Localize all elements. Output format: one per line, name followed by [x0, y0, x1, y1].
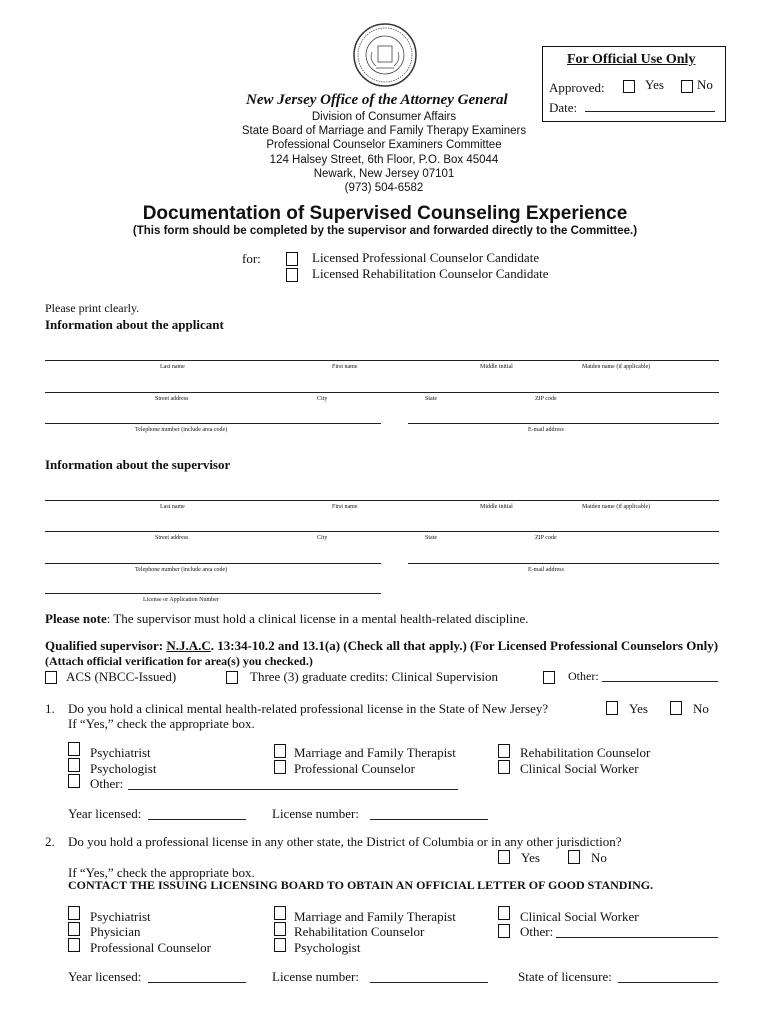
- q2-number: 2.: [45, 834, 55, 849]
- q2-yes-checkbox[interactable]: [498, 850, 510, 864]
- approved-yes-checkbox[interactable]: [623, 80, 635, 93]
- supervisor-phone-line[interactable]: [45, 563, 381, 564]
- q2-psychologist-checkbox[interactable]: [274, 938, 286, 952]
- q1-mft-checkbox[interactable]: [274, 744, 286, 758]
- caption: City: [317, 396, 328, 402]
- q2-mft-label: Marriage and Family Therapist: [294, 909, 456, 924]
- grad-credits-checkbox[interactable]: [226, 671, 238, 684]
- q2-other-label: Other:: [520, 924, 554, 939]
- qualified-heading-b: . 13:34-10.2 and 13.1(a) (Check all that apply.) (For Licensed Professional Counselors Only): [210, 638, 719, 653]
- qualified-attach-note: (Attach official verification for area(s) you checked.): [45, 654, 313, 668]
- header-line: State Board of Marriage and Family Therapy Examiners: [241, 125, 527, 138]
- header-line: (973) 504-6582: [344, 182, 424, 195]
- q1-no-label: No: [693, 701, 709, 716]
- applicant-email-line[interactable]: [408, 423, 719, 424]
- header-address: [198, 110, 570, 195]
- supervisor-note: [45, 611, 529, 627]
- q2-csw-checkbox[interactable]: [498, 906, 510, 920]
- lrc-candidate-checkbox[interactable]: [286, 268, 298, 282]
- caption: Middle initial: [480, 504, 513, 510]
- approved-label: Approved:: [549, 80, 605, 95]
- q1-text: Do you hold a clinical mental health-related professional license in the State of New Jersey?: [68, 701, 549, 716]
- q1-rc-checkbox[interactable]: [498, 744, 510, 758]
- q2-mft-checkbox[interactable]: [274, 906, 286, 920]
- q1-year-field[interactable]: [148, 819, 246, 820]
- q2-state-field[interactable]: [618, 982, 718, 983]
- grad-credits-label: Three (3) graduate credits: Clinical Supervision: [250, 669, 499, 684]
- q2-year-field[interactable]: [148, 982, 246, 983]
- q1-csw-label: Clinical Social Worker: [520, 761, 639, 776]
- print-clearly-note: Please print clearly.: [45, 301, 140, 315]
- q1-other-field[interactable]: [128, 789, 458, 790]
- qualified-other-field[interactable]: [602, 681, 718, 682]
- supervisor-email-line[interactable]: [408, 563, 719, 564]
- approved-no-checkbox[interactable]: [681, 80, 693, 93]
- caption: Last name: [160, 504, 185, 510]
- q1-yes-checkbox[interactable]: [606, 701, 618, 715]
- q1-pc-checkbox[interactable]: [274, 760, 286, 774]
- q2-psychiatrist-label: Psychiatrist: [90, 909, 151, 924]
- q2-pc-checkbox[interactable]: [68, 938, 80, 952]
- q1-mft-label: Marriage and Family Therapist: [294, 745, 456, 760]
- q2-license-field[interactable]: [370, 982, 488, 983]
- q2-psychiatrist-checkbox[interactable]: [68, 906, 80, 920]
- note-bold: Please note: [45, 611, 107, 626]
- q1-if-yes: If “Yes,” check the appropriate box.: [68, 716, 255, 731]
- q2-year-label: Year licensed:: [68, 969, 142, 984]
- q2-rc-checkbox[interactable]: [274, 922, 286, 936]
- q1-no-checkbox[interactable]: [670, 701, 682, 715]
- q1-psychologist-checkbox[interactable]: [68, 758, 80, 772]
- qualified-heading-a: Qualified supervisor:: [45, 638, 167, 653]
- q2-contact-note: CONTACT THE ISSUING LICENSING BOARD TO OBTAIN AN OFFICIAL LETTER OF GOOD STANDING.: [68, 878, 654, 892]
- qualified-other-checkbox[interactable]: [543, 671, 555, 684]
- q2-license-label: License number:: [272, 969, 359, 984]
- njac-link: N.J.A.C: [166, 638, 211, 653]
- caption: Maiden name (if applicable): [582, 364, 651, 370]
- note-text: : The supervisor must hold a clinical license in a mental health-related discipline.: [106, 611, 529, 626]
- caption: E-mail address: [528, 427, 564, 433]
- approved-no-label: No: [697, 77, 713, 92]
- q1-psychiatrist-checkbox[interactable]: [68, 742, 80, 756]
- date-field[interactable]: [585, 111, 715, 112]
- q1-year-label: Year licensed:: [68, 806, 142, 821]
- q1-license-field[interactable]: [370, 819, 488, 820]
- q2-if-yes: If “Yes,” check the appropriate box.: [68, 865, 255, 880]
- state-seal: [352, 22, 418, 88]
- supervisor-address-line[interactable]: [45, 531, 719, 532]
- q1-pc-label: Professional Counselor: [294, 761, 415, 776]
- applicant-phone-line[interactable]: [45, 423, 381, 424]
- applicant-heading: Information about the applicant: [45, 317, 224, 332]
- caption: First name: [332, 504, 358, 510]
- qualified-heading: [45, 638, 718, 654]
- supervisor-license-line[interactable]: [45, 593, 381, 594]
- q1-other-checkbox[interactable]: [68, 774, 80, 788]
- q2-physician-checkbox[interactable]: [68, 922, 80, 936]
- caption: Last name: [160, 364, 185, 370]
- caption: ZIP code: [535, 535, 557, 541]
- q2-rc-label: Rehabilitation Counselor: [294, 924, 425, 939]
- caption: Maiden name (if applicable): [582, 504, 651, 510]
- q2-no-label: No: [591, 850, 607, 865]
- q2-pc-label: Professional Counselor: [90, 940, 211, 955]
- q1-other-label: Other:: [90, 776, 124, 791]
- for-label: for:: [242, 251, 261, 266]
- approved-yes-label: Yes: [645, 77, 664, 92]
- caption: Street address: [155, 396, 189, 402]
- caption: ZIP code: [535, 396, 557, 402]
- lrc-candidate-label: Licensed Rehabilitation Counselor Candidate: [312, 266, 549, 281]
- header-line: 124 Halsey Street, 6th Floor, P.O. Box 45044: [269, 153, 499, 166]
- q2-csw-label: Clinical Social Worker: [520, 909, 639, 924]
- form-subtitle: (This form should be completed by the supervisor and forwarded directly to the Committee.): [132, 225, 638, 237]
- q2-state-label: State of licensure:: [518, 969, 612, 984]
- acs-label: ACS (NBCC-Issued): [66, 669, 177, 684]
- caption: Telephone number (include area code): [135, 427, 228, 433]
- caption: License or Application Number: [143, 597, 219, 603]
- official-use-title: For Official Use Only: [567, 52, 696, 67]
- q1-psychiatrist-label: Psychiatrist: [90, 745, 151, 760]
- header-line: Newark, New Jersey 07101: [313, 167, 455, 180]
- header-line: Professional Counselor Examiners Committee: [266, 139, 502, 152]
- caption: Middle initial: [480, 364, 513, 370]
- q1-license-label: License number:: [272, 806, 359, 821]
- lpc-candidate-label: Licensed Professional Counselor Candidate: [312, 250, 540, 265]
- q1-number: 1.: [45, 701, 55, 716]
- q1-rc-label: Rehabilitation Counselor: [520, 745, 651, 760]
- applicant-name-line[interactable]: [45, 360, 719, 361]
- q2-yes-label: Yes: [521, 850, 540, 865]
- caption: First name: [332, 364, 358, 370]
- caption: City: [317, 535, 328, 541]
- q1-csw-checkbox[interactable]: [498, 760, 510, 774]
- q2-text: Do you hold a professional license in any other state, the District of Columbia or in any other jurisdiction?: [68, 834, 622, 849]
- supervisor-name-line[interactable]: [45, 500, 719, 501]
- caption: Telephone number (include area code): [135, 567, 228, 573]
- lpc-candidate-checkbox[interactable]: [286, 252, 298, 266]
- supervisor-heading: Information about the supervisor: [45, 457, 231, 472]
- date-label: Date:: [549, 100, 578, 115]
- q2-other-checkbox[interactable]: [498, 924, 510, 938]
- qualified-other-label: Other:: [568, 669, 599, 683]
- q2-psychologist-label: Psychologist: [294, 940, 361, 955]
- q2-physician-label: Physician: [90, 924, 141, 939]
- caption: State: [425, 396, 437, 402]
- caption: E-mail address: [528, 567, 564, 573]
- q2-no-checkbox[interactable]: [568, 850, 580, 864]
- header-line: Division of Consumer Affairs: [311, 111, 457, 123]
- caption: State: [425, 535, 437, 541]
- office-title: New Jersey Office of the Attorney General: [246, 92, 508, 108]
- form-title: Documentation of Supervised Counseling Experience: [142, 203, 628, 224]
- q2-other-field[interactable]: [556, 937, 718, 938]
- q1-yes-label: Yes: [629, 701, 648, 716]
- q1-psychologist-label: Psychologist: [90, 761, 157, 776]
- applicant-address-line[interactable]: [45, 392, 719, 393]
- caption: Street address: [155, 535, 189, 541]
- acs-checkbox[interactable]: [45, 671, 57, 684]
